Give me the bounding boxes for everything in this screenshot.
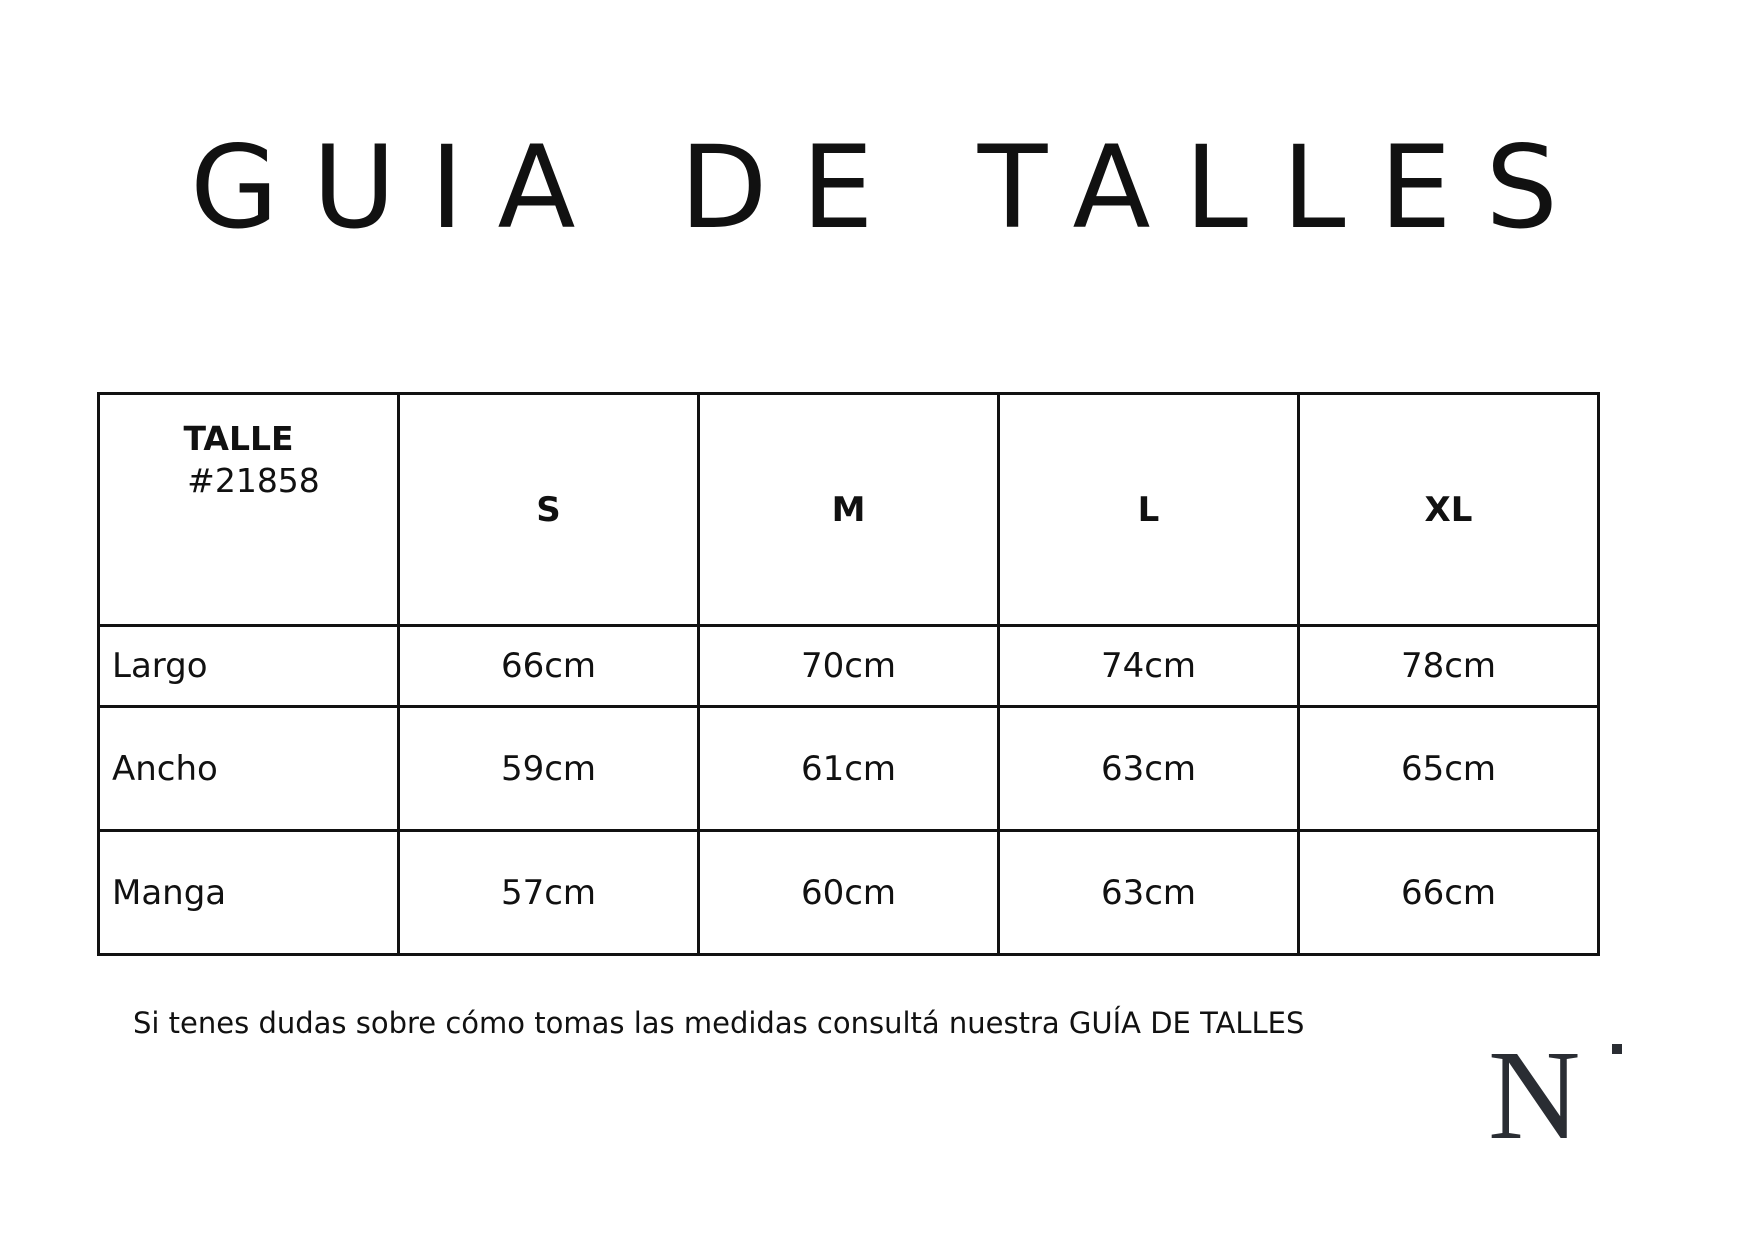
table-row-ancho	[99, 707, 1599, 831]
table-cell: 66cm	[1299, 831, 1599, 955]
page-title: GUIA DE TALLES	[190, 121, 1592, 254]
row-label-ancho: Ancho	[99, 707, 399, 831]
size-guide-note: Si tenes dudas sobre cómo tomas las medidas consultá nuestra GUÍA DE TALLES	[133, 1006, 1305, 1040]
row-label-manga: Manga	[99, 831, 399, 955]
logo-letter: N	[1488, 1030, 1581, 1150]
size-header-l: L	[999, 394, 1299, 626]
logo-dot	[1612, 1044, 1622, 1054]
size-chart-table	[97, 392, 1600, 956]
table-cell: 63cm	[999, 831, 1299, 955]
size-header-s: S	[399, 394, 699, 626]
talle-label: TALLE	[183, 419, 294, 458]
table-cell: 70cm	[699, 626, 999, 707]
corner-cell	[99, 394, 399, 626]
table-cell: 61cm	[699, 707, 999, 831]
table-cell: 57cm	[399, 831, 699, 955]
table-row-largo	[99, 626, 1599, 707]
table-cell: 78cm	[1299, 626, 1599, 707]
table-cell: 65cm	[1299, 707, 1599, 831]
table-cell: 74cm	[999, 626, 1299, 707]
brand-logo	[1488, 1030, 1628, 1150]
size-header-xl: XL	[1299, 394, 1599, 626]
table-cell: 66cm	[399, 626, 699, 707]
table-cell: 63cm	[999, 707, 1299, 831]
size-header-m: M	[699, 394, 999, 626]
header-row	[99, 394, 1599, 626]
table-cell: 59cm	[399, 707, 699, 831]
product-code: #21858	[187, 461, 320, 500]
row-label-largo: Largo	[99, 626, 399, 707]
table-row-manga	[99, 831, 1599, 955]
table-cell: 60cm	[699, 831, 999, 955]
